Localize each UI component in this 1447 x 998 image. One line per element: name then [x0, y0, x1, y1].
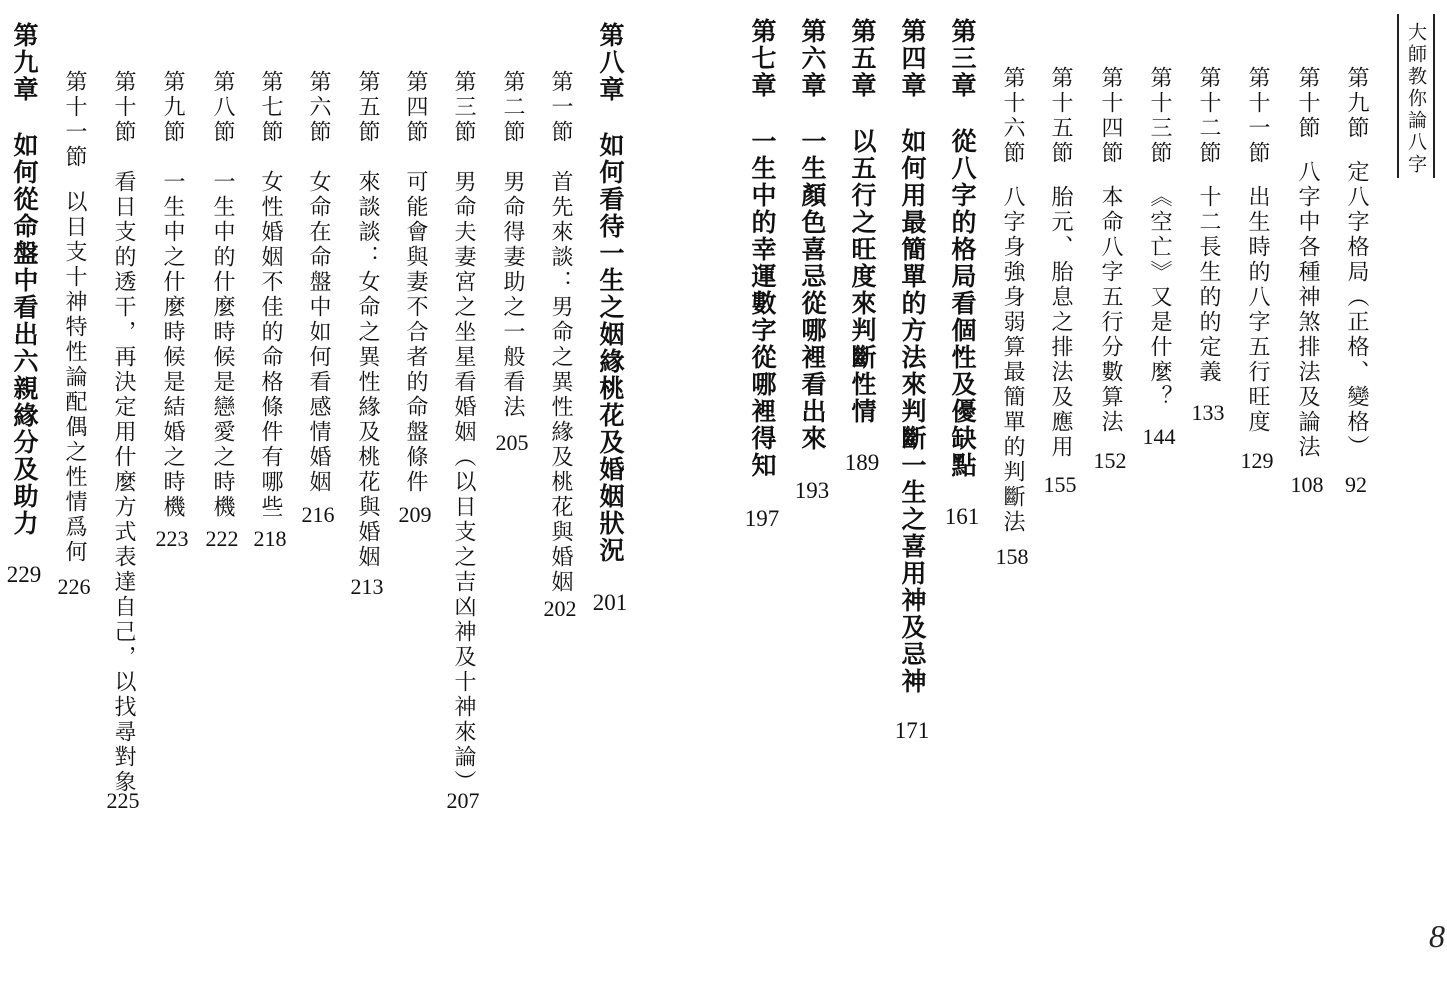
entry-title: 定八字格局（正格、變格） [1344, 160, 1369, 460]
chapter-title: 以五行之旺度來判斷性情 [848, 128, 877, 425]
entry-title: 以日支十神特性論配偶之性情爲何 [62, 190, 87, 565]
toc-entry [393, 0, 437, 998]
entry-label: 第七節 [258, 70, 283, 145]
toc-entry [52, 0, 96, 998]
entry-page: 216 [301, 502, 335, 527]
entry-page: 92 [1345, 472, 1367, 497]
entry-title: 《空亡》又是什麼？ [1147, 185, 1172, 410]
toc-entry [490, 0, 534, 998]
chapter-page: 193 [794, 478, 830, 503]
chapter-label: 第四章 [898, 18, 927, 99]
entry-title: 看日支的透干，再決定用什麼方式表達自己，以找尋對象 [111, 170, 136, 795]
entry-page: 108 [1290, 472, 1324, 497]
entry-page: 152 [1093, 448, 1127, 473]
chapter-label: 第九章 [10, 22, 39, 103]
entry-page: 158 [995, 544, 1029, 569]
toc-chapter [840, 0, 884, 998]
toc-entry [1235, 0, 1279, 998]
entry-label: 第十節 [111, 70, 136, 145]
chapter-title: 如何看待一生之姻緣桃花及婚姻狀況 [596, 132, 625, 564]
chapter-label: 第三章 [948, 18, 977, 99]
toc-chapter [2, 0, 46, 998]
chapter-title: 從八字的格局看個性及優缺點 [948, 128, 977, 479]
entry-title: 男命得妻助之一般看法 [500, 170, 525, 420]
toc-entry [200, 0, 244, 998]
entry-label: 第六節 [306, 70, 331, 145]
entry-page: 202 [543, 596, 577, 621]
running-header [1397, 14, 1435, 178]
entry-label: 第九節 [1344, 66, 1369, 141]
chapter-title: 一生中的幸運數字從哪裡得知 [748, 128, 777, 479]
toc-entry [1038, 0, 1082, 998]
entry-title: 十二長生的的定義 [1196, 185, 1221, 385]
entry-page: 213 [350, 574, 384, 599]
toc-entry [345, 0, 389, 998]
toc-entry [248, 0, 292, 998]
chapter-title: 如何用最簡單的方法來判斷一生之喜用神及忌神 [898, 128, 927, 695]
chapter-page: 229 [6, 562, 42, 587]
chapter-page: 189 [844, 450, 880, 475]
entry-title: 一生中的什麼時候是戀愛之時機 [210, 170, 235, 520]
toc-entry [1285, 0, 1329, 998]
entry-title: 出生時的八字五行旺度 [1245, 185, 1270, 435]
entry-label: 第十二節 [1196, 66, 1221, 166]
entry-label: 第八節 [210, 70, 235, 145]
entry-page: 225 [106, 788, 140, 813]
entry-label: 第十六節 [1000, 66, 1025, 166]
entry-title: 男命夫妻宮之坐星看婚姻（以日支之吉凶神及十神來論） [451, 170, 476, 795]
chapter-page: 171 [894, 718, 930, 743]
entry-label: 第九節 [160, 70, 185, 145]
toc-entry [1186, 0, 1230, 998]
toc-entry [150, 0, 194, 998]
entry-page: 155 [1043, 472, 1077, 497]
entry-label: 第十節 [1295, 66, 1320, 141]
entry-label: 第十四節 [1098, 66, 1123, 166]
entry-page: 222 [205, 526, 239, 551]
entry-title: 八字身強身弱算最簡單的判斷法 [1000, 185, 1025, 535]
chapter-label: 第五章 [848, 18, 877, 99]
entry-label: 第十一節 [1245, 66, 1270, 166]
toc-entry [538, 0, 582, 998]
entry-title: 來談談：女命之異性緣及桃花與婚姻 [355, 170, 380, 570]
chapter-page: 201 [592, 590, 628, 615]
entry-page: 223 [155, 526, 189, 551]
toc-entry [1334, 0, 1378, 998]
entry-title: 首先來談：男命之異性緣及桃花與婚姻 [548, 170, 573, 595]
toc-chapter [940, 0, 984, 998]
entry-label: 第十五節 [1048, 66, 1073, 166]
toc-chapter [588, 0, 632, 998]
entry-page: 218 [253, 526, 287, 551]
toc-entry [1088, 0, 1132, 998]
entry-page: 144 [1142, 424, 1176, 449]
chapter-page: 197 [744, 506, 780, 531]
chapter-title: 一生顏色喜忌從哪裡看出來 [798, 128, 827, 452]
toc-entry [101, 0, 145, 998]
chapter-label: 第七章 [748, 18, 777, 99]
entry-page: 209 [398, 502, 432, 527]
chapter-label: 第六章 [798, 18, 827, 99]
entry-title: 女命在命盤中如何看感情婚姻 [306, 170, 331, 495]
toc-entry [296, 0, 340, 998]
entry-title: 可能會與妻不合者的命盤條件 [403, 170, 428, 495]
chapter-label: 第八章 [596, 22, 625, 103]
entry-title: 本命八字五行分數算法 [1098, 185, 1123, 435]
toc-entry [990, 0, 1034, 998]
chapter-title: 如何從命盤中看出六親緣分及助力 [10, 132, 39, 537]
entry-label: 第四節 [403, 70, 428, 145]
page-number: 8 [1429, 918, 1445, 954]
entry-label: 第二節 [500, 70, 525, 145]
entry-page: 226 [57, 574, 91, 599]
toc-entry [441, 0, 485, 998]
entry-title: 胎元、胎息之排法及應用 [1048, 185, 1073, 460]
entry-page: 133 [1191, 400, 1225, 425]
toc-entry [1137, 0, 1181, 998]
book-title: 大師教你論八字 [1405, 22, 1427, 176]
entry-label: 第一節 [548, 70, 573, 145]
toc-chapter [740, 0, 784, 998]
chapter-page: 161 [944, 504, 980, 529]
entry-title: 八字中各種神煞排法及論法 [1295, 160, 1320, 460]
entry-page: 205 [495, 430, 529, 455]
entry-title: 一生中之什麼時候是結婚之時機 [160, 170, 185, 520]
entry-page: 129 [1240, 448, 1274, 473]
entry-page: 207 [446, 788, 480, 813]
entry-title: 女性婚姻不佳的命格條件有哪些 [258, 170, 283, 520]
toc-chapter [890, 0, 934, 998]
toc-chapter [790, 0, 834, 998]
entry-label: 第三節 [451, 70, 476, 145]
entry-label: 第十三節 [1147, 66, 1172, 166]
entry-label: 第十一節 [62, 70, 87, 170]
entry-label: 第五節 [355, 70, 380, 145]
